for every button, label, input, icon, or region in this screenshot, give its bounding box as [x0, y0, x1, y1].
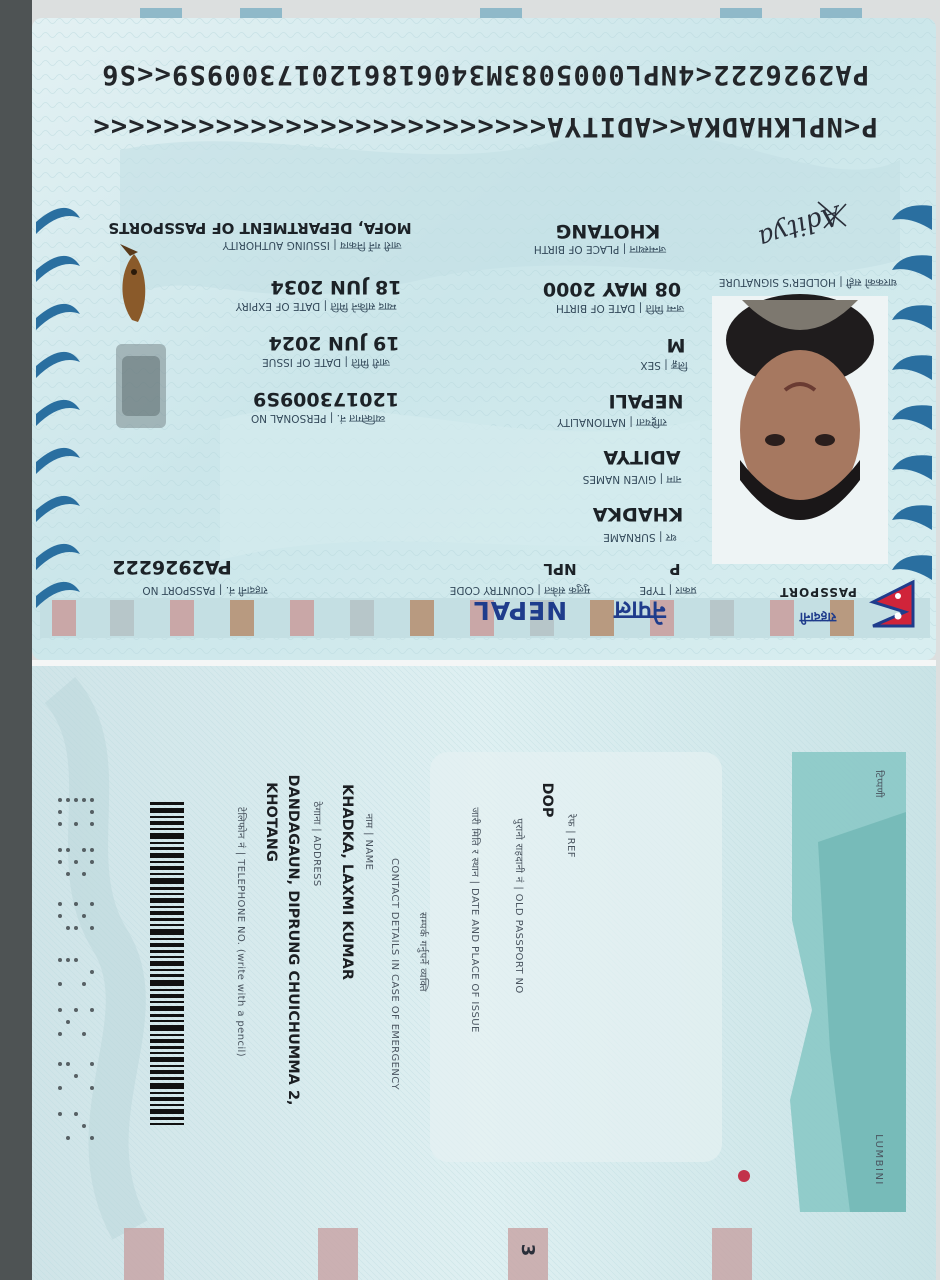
emergency-heading-en: CONTACT DETAILS IN CASE OF EMERGENCY — [389, 858, 400, 1090]
doc-label-en: PASSPORT — [779, 585, 857, 599]
doc-label-np: राहदानी — [799, 609, 837, 624]
given-names-value: ADITYA — [603, 446, 681, 468]
surname-label: थर | SURNAME — [603, 531, 677, 543]
surname-value: KHADKA — [592, 503, 684, 525]
nationality-value: NEPALI — [608, 390, 684, 412]
country-np: नेपाल — [614, 596, 666, 625]
date-of-birth-label: जन्म मिति | DATE OF BIRTH — [555, 302, 685, 314]
mrz-line-1: P<NPLKHADKA<<ADITYA<<<<<<<<<<<<<<<<<<<<<<<<<< — [92, 111, 878, 142]
type-label: प्रकार | TYPE — [639, 584, 697, 596]
mrz-line-2: PA2926222<4NPL0005083M3406186120173009S9<<S6 — [100, 59, 870, 90]
place-of-birth-label: जन्मस्थान | PLACE OF BIRTH — [533, 243, 667, 255]
country-en: NEPAL — [472, 596, 568, 625]
sex-label: लिङ्ग | SEX — [640, 359, 688, 371]
corner-text-np: टिप्पणी — [873, 770, 884, 798]
personal-no-label: व्यक्तिगत नं. | PERSONAL NO — [250, 412, 386, 424]
ref-value: DOP — [539, 782, 555, 818]
date-of-expiry-label: म्याद सकिने मिति | DATE OF EXPIRY — [235, 300, 397, 312]
emergency-heading-np: सम्पर्क गर्नुपर्ने व्यक्ति — [417, 912, 428, 992]
holder-signature: Aditya — [754, 198, 845, 254]
issuing-authority-label: जारी गर्ने निकाय | ISSUING AUTHORITY — [222, 239, 402, 251]
country-code-value: NPL — [543, 560, 577, 578]
name-label: नाम | NAME — [363, 813, 374, 871]
address-label: ठेगाना | ADDRESS — [311, 801, 322, 887]
telephone-label: टेलिफोन नं | TELEPHONE NO. (write with a pencil) — [235, 806, 246, 1058]
name-value: KHADKA, LAXMI KUMAR — [339, 784, 355, 980]
corner-text-en: LUMBINI — [873, 1134, 884, 1186]
date-of-issue-label: जारी मिति | DATE OF ISSUE — [262, 356, 390, 368]
scan-left-edge — [0, 0, 32, 1280]
holder-photo — [712, 294, 888, 564]
country-code-label: मुलुक संकेत | COUNTRY CODE — [449, 584, 591, 596]
ref-label: रेफ | REF — [565, 814, 576, 858]
address-line-2: KHOTANG — [263, 782, 279, 862]
date-place-issue-label: जारी मिति र स्थान | DATE AND PLACE OF ISSUE — [469, 807, 480, 1033]
given-names-label: नाम | GIVEN NAMES — [582, 473, 682, 485]
old-passport-label: पुरानो राहदानी नं | OLD PASSPORT NO — [513, 818, 524, 994]
address-line-1: DANDAGAUN, DIPRUNG CHUICHUMMA 2, — [285, 774, 301, 1106]
passport-no-value: PA2926222 — [112, 556, 232, 578]
date-of-expiry-value: 18 JUN 2034 — [270, 276, 402, 298]
red-dot-mark — [738, 1170, 750, 1182]
sex-value: M — [666, 334, 686, 356]
back-page — [32, 666, 936, 1280]
nationality-label: राष्ट्रियता | NATIONALITY — [557, 416, 667, 428]
place-of-birth-value: KHOTANG — [555, 220, 661, 242]
personal-no-value: 120173009S9 — [253, 388, 399, 410]
page-number: 3 — [517, 1243, 538, 1257]
data-page — [32, 8, 936, 660]
type-value: P — [669, 560, 681, 578]
date-of-birth-value: 08 MAY 2000 — [542, 278, 682, 300]
passport-no-label: राहदानी नं. | PASSPORT NO — [142, 584, 268, 596]
issuing-authority-value: MOFA, DEPARTMENT OF PASSPORTS — [108, 219, 412, 237]
ghost-photo — [116, 344, 166, 428]
date-of-issue-value: 19 JUN 2024 — [268, 332, 400, 354]
signature-label: धारकको सही | HOLDER'S SIGNATURE — [718, 276, 898, 288]
